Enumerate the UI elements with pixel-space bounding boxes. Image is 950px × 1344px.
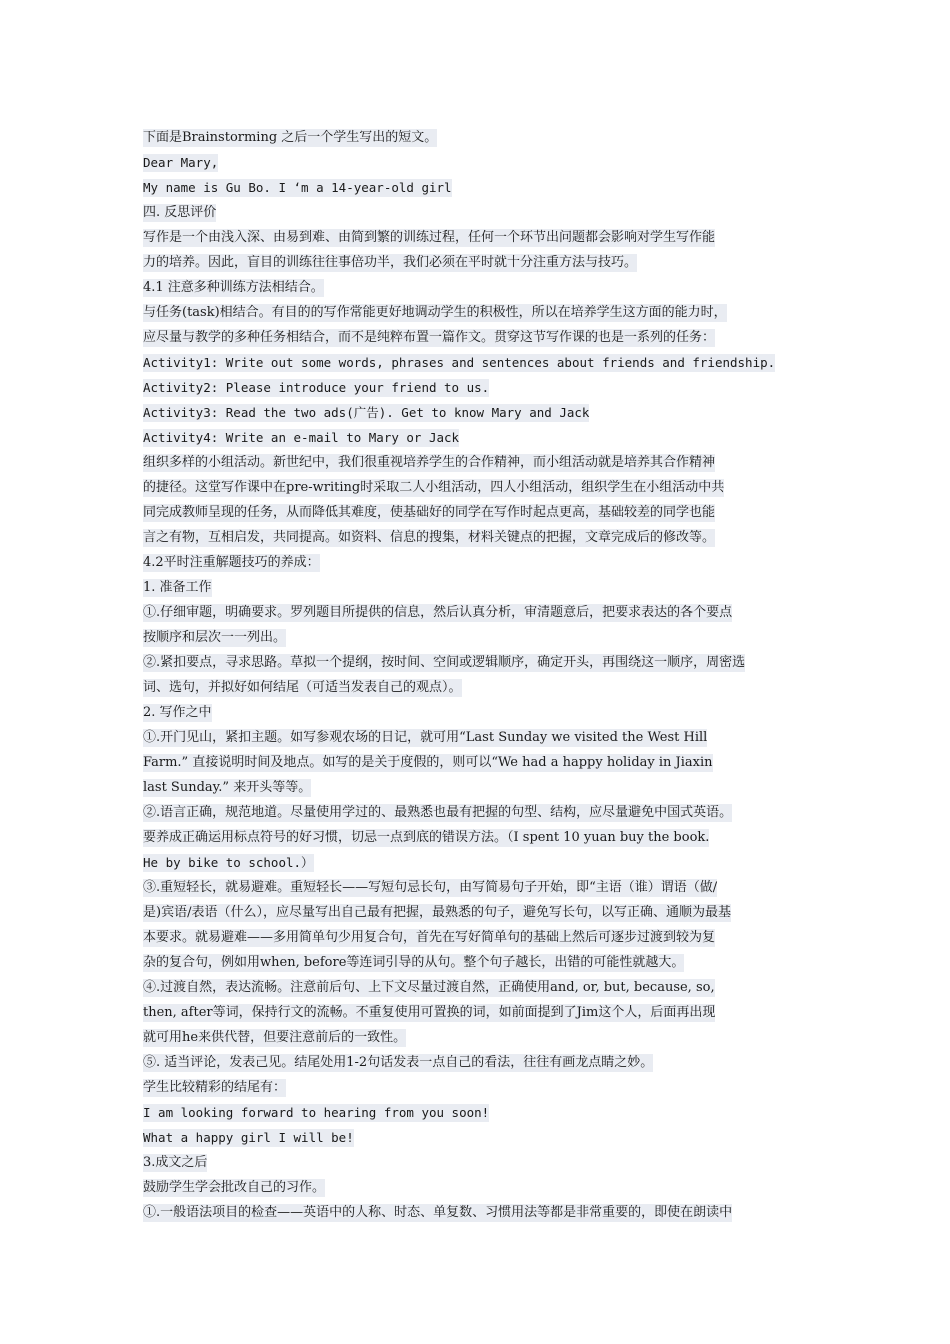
line-text: ①.一般语法项目的检查——英语中的人称、时态、单复数、习惯用法等都是非常重要的，即使在朗读中 xyxy=(143,1205,733,1220)
text-line xyxy=(143,975,815,1000)
line-text: 按顺序和层次一一列出。 xyxy=(143,630,287,645)
text-line xyxy=(143,175,815,200)
subsection-heading xyxy=(143,550,815,575)
line-text: Activity4: Write an e-mail to Mary or Jack xyxy=(143,430,460,445)
text-line xyxy=(143,850,815,875)
text-line xyxy=(143,1050,815,1075)
text-line xyxy=(143,750,815,775)
text-line xyxy=(143,675,815,700)
list-heading xyxy=(143,700,815,725)
line-text: 与任务(task)相结合。有目的的写作常能更好地调动学生的积极性，所以在培养学生这方面的能力时， xyxy=(143,305,727,320)
line-text: last Sunday.” 来开头等等。 xyxy=(143,780,312,795)
line-text: I am looking forward to hearing from you soon! xyxy=(143,1105,490,1120)
line-text: 同完成教师呈现的任务，从而降低其难度，使基础好的同学在写作时起点更高，基础较差的同学也能 xyxy=(143,505,716,520)
text-line xyxy=(143,725,815,750)
text-line xyxy=(143,475,815,500)
text-line xyxy=(143,1175,815,1200)
line-text: Farm.” 直接说明时间及地点。如写的是关于度假的，则可以“We had a happy holiday in Jiaxin xyxy=(143,755,713,770)
line-text: ①.开门见山，紧扣主题。如写参观农场的日记，就可用“Last Sunday we visited the West Hill xyxy=(143,730,708,745)
text-line xyxy=(143,400,815,425)
text-line xyxy=(143,500,815,525)
line-text: 是)宾语/表语（什么），应尽量写出自己最有把握，最熟悉的句子，避免写长句，以写正确、通顺为最基 xyxy=(143,905,731,920)
section-heading xyxy=(143,200,815,225)
line-text: 3.成文之后 xyxy=(143,1155,208,1170)
text-line xyxy=(143,950,815,975)
line-text: Activity2: Please introduce your friend to us. xyxy=(143,380,490,395)
text-line xyxy=(143,375,815,400)
line-text: 杂的复合句，例如用when, before等连词引导的从句。整个句子越长，出错的可能性就越大。 xyxy=(143,955,685,970)
list-heading xyxy=(143,1150,815,1175)
text-line xyxy=(143,775,815,800)
line-text: 词、选句，并拟好如何结尾（可适当发表自己的观点）。 xyxy=(143,680,462,695)
line-text: 学生比较精彩的结尾有： xyxy=(143,1080,287,1095)
text-line xyxy=(143,1025,815,1050)
text-line xyxy=(143,875,815,900)
line-text: 下面是Brainstorming 之后一个学生写出的短文。 xyxy=(143,130,438,145)
line-text: ④.过渡自然，表达流畅。注意前后句、上下文尽量过渡自然，正确使用and, or, but, because, so, xyxy=(143,980,715,995)
line-text: 本要求。就易避难——多用简单句少用复合句，首先在写好简单句的基础上然后可逐步过渡到较为复 xyxy=(143,930,716,945)
text-line xyxy=(143,525,815,550)
line-text: 组织多样的小组活动。新世纪中，我们很重视培养学生的合作精神，而小组活动就是培养其合作精神 xyxy=(143,455,716,470)
text-line xyxy=(143,650,815,675)
text-line xyxy=(143,1075,815,1100)
line-text: ③.重短轻长，就易避难。重短轻长——写短句忌长句，由写简易句子开始，即“主语（谁）谓语（做/ xyxy=(143,880,718,895)
text-line xyxy=(143,925,815,950)
line-text: 4.2平时注重解题技巧的养成： xyxy=(143,555,320,570)
text-line xyxy=(143,1125,815,1150)
text-line xyxy=(143,625,815,650)
line-text: My name is Gu Bo. I ‘m a 14-year-old girl xyxy=(143,180,452,195)
line-text: 应尽量与教学的多种任务相结合，而不是纯粹布置一篇作文。贯穿这节写作课的也是一系列的任务： xyxy=(143,330,716,345)
line-text: 鼓励学生学会批改自己的习作。 xyxy=(143,1180,326,1195)
line-text: ⑤. 适当评论，发表己见。结尾处用1-2句话发表一点自己的看法，往往有画龙点睛之妙。 xyxy=(143,1055,654,1070)
line-text: 四. 反思评价 xyxy=(143,205,217,220)
text-line xyxy=(143,450,815,475)
line-text: 4.1 注意多种训练方法相结合。 xyxy=(143,280,324,295)
text-line xyxy=(143,250,815,275)
line-text: He by bike to school.） xyxy=(143,855,314,870)
line-text: 1. 准备工作 xyxy=(143,580,212,595)
text-line xyxy=(143,1100,815,1125)
text-line xyxy=(143,825,815,850)
line-text: 写作是一个由浅入深、由易到难、由简到繁的训练过程，任何一个环节出问题都会影响对学生写作能 xyxy=(143,230,716,245)
line-text: 力的培养。因此，盲目的训练往往事倍功半，我们必须在平时就十分注重方法与技巧。 xyxy=(143,255,638,270)
text-line xyxy=(143,900,815,925)
text-line xyxy=(143,425,815,450)
line-text: ②.语言正确，规范地道。尽量使用学过的、最熟悉也最有把握的句型、结构，应尽量避免中国式英语。 xyxy=(143,805,733,820)
text-line xyxy=(143,125,815,150)
line-text: Activity3: Read the two ads(广告). Get to know Mary and Jack xyxy=(143,405,590,420)
document-body xyxy=(143,125,815,1225)
line-text: 2. 写作之中 xyxy=(143,705,212,720)
text-line xyxy=(143,350,815,375)
line-text: 言之有物，互相启发，共同提高。如资料、信息的搜集，材料关键点的把握，文章完成后的修改等。 xyxy=(143,530,716,545)
text-line xyxy=(143,150,815,175)
text-line xyxy=(143,1200,815,1225)
text-line xyxy=(143,600,815,625)
line-text: 的捷径。这堂写作课中在pre-writing时采取二人小组活动，四人小组活动，组织学生在小组活动中共 xyxy=(143,480,725,495)
line-text: Dear Mary, xyxy=(143,155,219,170)
line-text: Activity1: Write out some words, phrases and sentences about friends and friendship. xyxy=(143,355,776,370)
text-line xyxy=(143,800,815,825)
line-text: ②.紧扣要点，寻求思路。草拟一个提纲，按时间、空间或逻辑顺序，确定开头，再围绕这一顺序，周密选 xyxy=(143,655,746,670)
text-line xyxy=(143,225,815,250)
line-text: 就可用he来供代替，但要注意前后的一致性。 xyxy=(143,1030,407,1045)
subsection-heading xyxy=(143,275,815,300)
text-line xyxy=(143,325,815,350)
text-line xyxy=(143,1000,815,1025)
list-heading xyxy=(143,575,815,600)
line-text: 要养成正确运用标点符号的好习惯，切忌一点到底的错误方法。（I spent 10 yuan buy the book. xyxy=(143,830,710,845)
text-line xyxy=(143,300,815,325)
line-text: ①.仔细审题，明确要求。罗列题目所提供的信息，然后认真分析，审清题意后，把要求表达的各个要点 xyxy=(143,605,733,620)
line-text: What a happy girl I will be! xyxy=(143,1130,354,1145)
line-text: then, after等词，保持行文的流畅。不重复使用可置换的词，如前面提到了Jim这个人，后面再出现 xyxy=(143,1005,716,1020)
